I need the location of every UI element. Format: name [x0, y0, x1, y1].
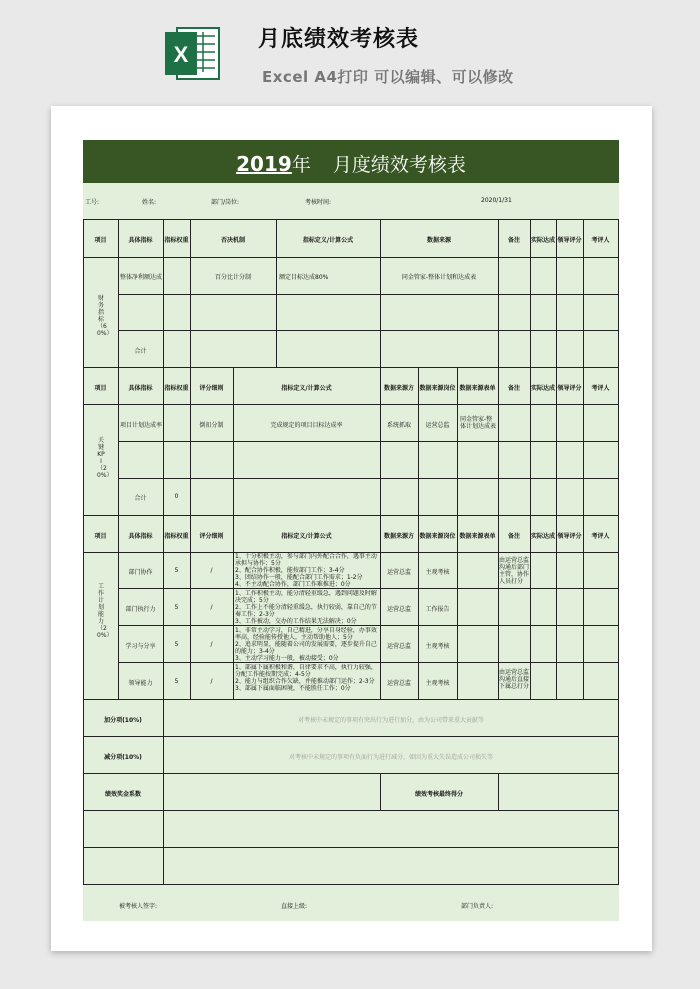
s3-definition: 1、工作积极主动，能分清轻重缓急，遇到问题及时解决完成；5分 2、工作上不能分清轻重缓急，执行较弱，靠自己的节奏工作；2-3分 3、工作被动，交办的工作结果无法解决；0分 [235, 590, 377, 624]
grid-line [163, 699, 164, 884]
s1-category: 财务指标（60%） [97, 295, 113, 337]
s3-header: 数据来源岗位 [419, 533, 456, 540]
s1-header: 项目 [94, 237, 107, 244]
grid-line [118, 478, 619, 479]
s2-post: 运营总监 [425, 422, 450, 429]
final-score-label: 绩效考核最终得分 [414, 791, 463, 798]
s2-header: 数据来源方 [383, 385, 414, 392]
s3-party: 运营总监 [386, 643, 411, 650]
grid-line [498, 773, 499, 810]
s2-header: 项目 [94, 385, 107, 392]
s3-header: 数据来源方 [383, 533, 414, 540]
s3-header: 考评人 [591, 533, 610, 540]
grid-line [83, 884, 619, 885]
s3-indicator: 学习与分享 [125, 643, 156, 650]
s2-header: 考评人 [591, 385, 610, 392]
s2-header: 数据来源表单 [459, 385, 496, 392]
s2-form: 同金管家-整体计划达成表 [460, 416, 497, 430]
s1-indicator: 整体净利额达成 [120, 274, 163, 281]
grid-line [118, 294, 619, 295]
s3-header: 实际达成 [530, 533, 555, 540]
s1-header: 数据来源 [426, 237, 451, 244]
s3-rule: / [210, 604, 213, 611]
page-title: 月底绩效考核表 [258, 27, 420, 52]
dept-label: 部门/岗位: [211, 199, 240, 206]
s3-party: 运营总监 [386, 606, 411, 613]
s3-post: 主观考核 [425, 680, 450, 687]
s3-party: 运营总监 [386, 569, 411, 576]
s3-header: 数据来源表单 [459, 533, 496, 540]
s1-total: 合计 [134, 348, 147, 355]
grid-line [118, 441, 619, 442]
emp-id-label: 工号: [85, 199, 100, 206]
s3-header: 项目 [94, 533, 107, 540]
grid-line [118, 662, 619, 663]
s2-party: 系统抓取 [386, 422, 411, 429]
period-label: 考核时间: [305, 199, 332, 206]
deduct-text: 对考核中未规定的事项有负面行为进行减分，如因为重大失误造成公司损失等 [288, 754, 493, 761]
s1-definition: 额定目标达成80% [279, 274, 329, 281]
s3-header: 具体指标 [128, 533, 153, 540]
s1-header: 指标权重 [164, 237, 189, 244]
s3-note: 由运营总监沟通后直接下属总打分 [499, 669, 530, 690]
grid-line [118, 625, 619, 626]
s3-post: 工作报告 [425, 606, 450, 613]
s2-header: 实际达成 [530, 385, 555, 392]
s1-header: 实际达成 [530, 237, 555, 244]
s3-definition: 1、非常主动学习，自己精进，分享自身经验，办事效率高，经验能传授他人，主动帮助他人；5分 2、追求明显，能随着公司的发展需要，逐步提升自己的能力；3-4分 3、主动学习能力一般，被动接受；0分 [235, 627, 377, 661]
s3-header: 指标定义/计算公式 [281, 533, 332, 540]
s1-header: 否决机制 [220, 237, 245, 244]
s3-weight: 5 [174, 604, 179, 611]
s2-header: 具体指标 [128, 385, 153, 392]
s3-post: 主观考核 [425, 569, 450, 576]
banner-title: 月度绩效考核表 [332, 154, 466, 176]
s3-indicator: 部门协作 [128, 569, 153, 576]
s3-header: 评分细则 [199, 533, 224, 540]
assessee-signature: 被考核人签字: [119, 903, 158, 910]
s3-rule: / [210, 678, 213, 685]
s2-header: 评分细则 [199, 385, 224, 392]
name-label: 姓名: [142, 199, 157, 206]
s2-definition: 完成规定的项目目标达成率 [270, 422, 343, 429]
s3-weight: 5 [174, 641, 179, 648]
s3-header: 指标权重 [164, 533, 189, 540]
s1-header: 领导评分 [557, 237, 582, 244]
supervisor-signature: 直接上级: [281, 903, 308, 910]
s2-header: 领导评分 [557, 385, 582, 392]
evaluation-sheet [83, 183, 619, 921]
s2-header: 指标权重 [164, 385, 189, 392]
s2-indicator: 项目计划达成率 [120, 422, 163, 429]
s1-mechanism: 百分比计分制 [214, 274, 251, 281]
s2-category: 关键KPI（20%） [97, 437, 113, 479]
s3-post: 主观考核 [425, 643, 450, 650]
s3-category: 工作计划能力（20%） [97, 583, 113, 639]
bonus-label: 加分项(10%) [104, 717, 142, 724]
s2-header: 指标定义/计算公式 [281, 385, 332, 392]
period-value: 2020/1/31 [481, 197, 512, 204]
s2-total-weight: 0 [174, 493, 179, 500]
s3-rule: / [210, 567, 213, 574]
page-header [0, 0, 700, 105]
s2-header: 数据来源岗位 [419, 385, 456, 392]
s1-header: 具体指标 [128, 237, 153, 244]
s3-definition: 1、十分积极主动，参与部门内外配合合作，遇事主动承担与协作；5分 2、配合协作积极，能按部门工作；3-4分 3、团结协作一般，能配合部门工作需求；1-2分 4、不主动配合协作，部门工作难推进；0分 [235, 553, 377, 588]
sheet-banner [83, 140, 619, 183]
banner-year: 2019 [236, 152, 292, 176]
grid-line [118, 588, 619, 589]
banner-year-suffix: 年 [291, 154, 311, 176]
bonus-coef-label: 绩效奖金系数 [104, 791, 141, 798]
grid-line [618, 219, 619, 884]
excel-icon [163, 22, 221, 85]
s3-header: 备注 [507, 533, 520, 540]
s3-header: 领导评分 [557, 533, 582, 540]
s3-weight: 5 [174, 678, 179, 685]
s3-note: 由运营总监沟通后部门主管，协作人员打分 [499, 557, 530, 585]
s2-total: 合计 [134, 495, 147, 502]
s1-header: 考评人 [591, 237, 610, 244]
grid-line [83, 219, 84, 884]
grid-line [118, 330, 619, 331]
s3-weight: 5 [174, 567, 179, 574]
bonus-text: 对考核中未规定的事项有突出行为进行加分，由为公司带来重大贡献等 [297, 717, 484, 724]
s3-indicator: 部门执行力 [125, 606, 156, 613]
svg-text:X: X [173, 42, 189, 67]
deduct-label: 减分项(10%) [104, 754, 142, 761]
s2-rule: 倒扣分制 [199, 422, 224, 429]
s3-party: 运营总监 [386, 680, 411, 687]
page-subtitle: Excel A4打印 可以编辑、可以修改 [262, 68, 514, 86]
dept-head-signature: 部门负责人: [461, 903, 494, 910]
s1-header: 指标定义/计算公式 [302, 237, 354, 244]
s1-header: 备注 [507, 237, 520, 244]
s3-rule: / [210, 641, 213, 648]
s3-definition: 1、部属下属积极和谐，自律要求不高，执行力较强，分配工作能按期完成；4-5分 2、能力与组织合作欠缺，并能推动部门运作；2-3分 3、部属下属面临困境，不能胜任工作；0分 [235, 664, 377, 692]
s2-header: 备注 [507, 385, 520, 392]
s3-indicator: 领导能力 [128, 680, 153, 687]
s1-source: 同金管家-整体计划和达成表 [401, 274, 477, 281]
